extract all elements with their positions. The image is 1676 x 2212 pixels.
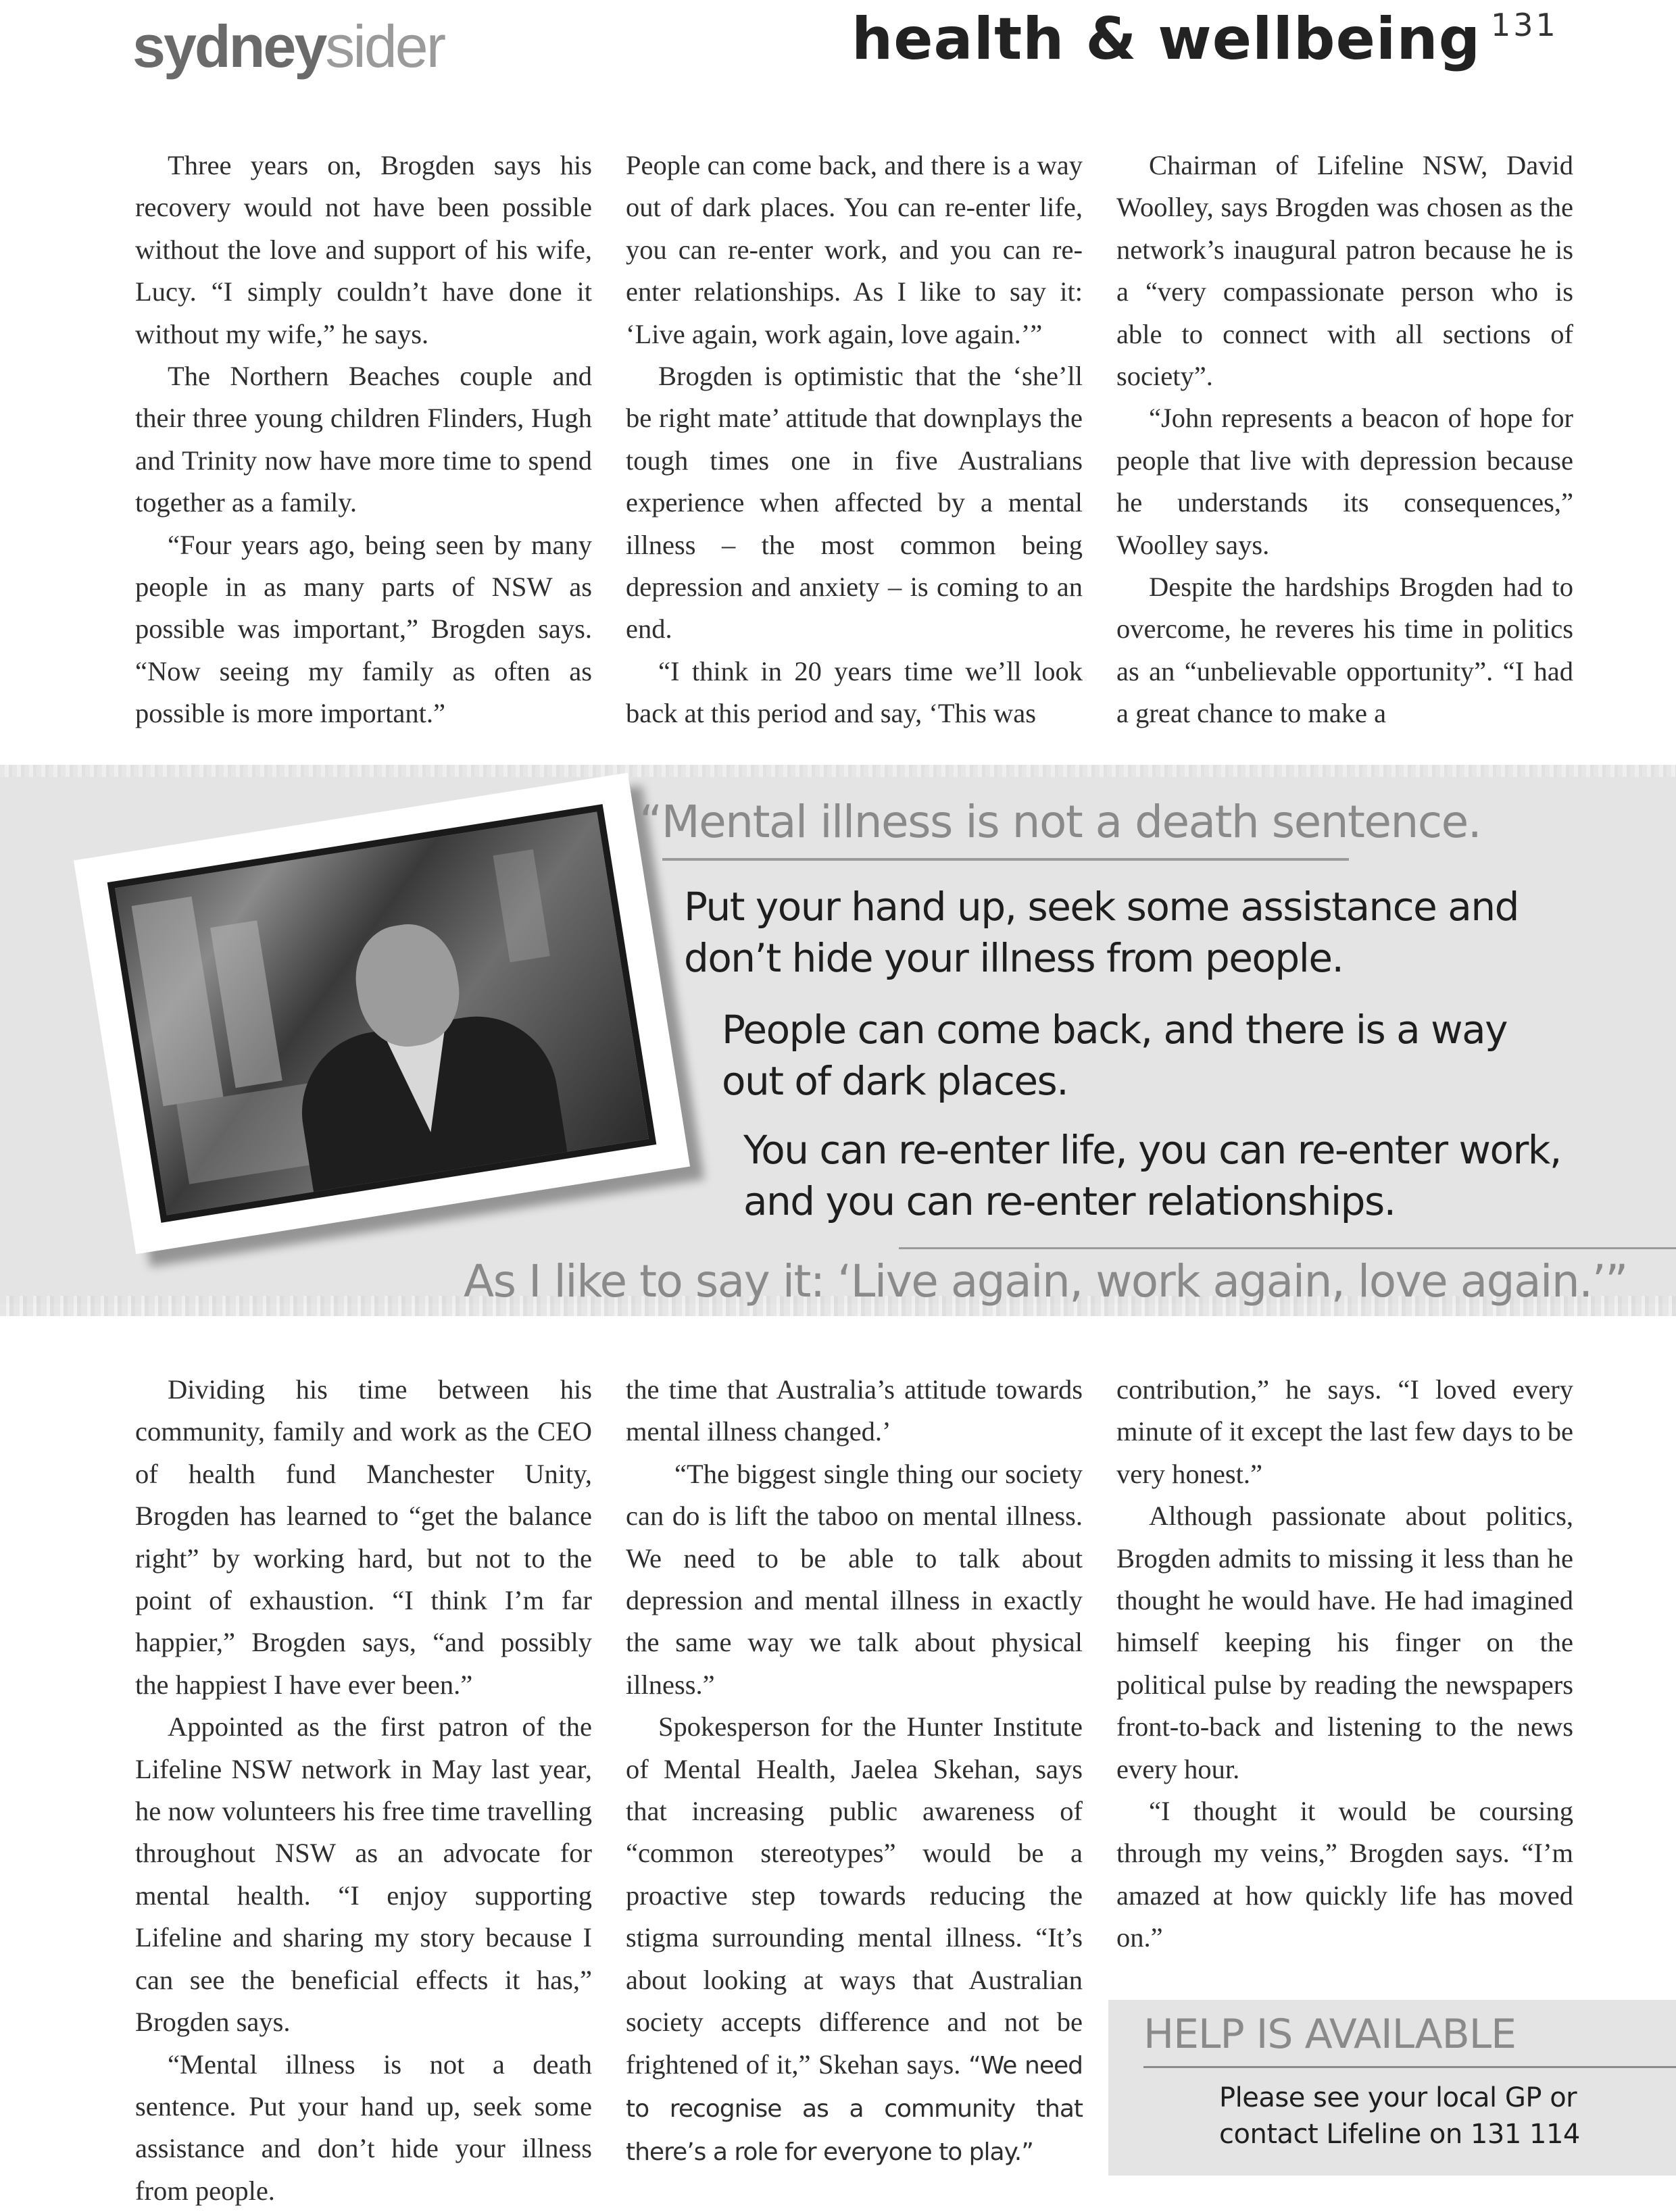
quote-line-1: “Mental illness is not a death sentence.: [639, 796, 1481, 848]
paragraph: People can come back, and there is a way out of dark places. You can re-enter life, you can re-enter work, and you can re-enter relationships. As I like to say it: ‘Live again, work again, love again.’”: [626, 145, 1083, 355]
logo-bold-text: sydney: [132, 13, 325, 80]
quote-line-4b: and you can re-enter relationships.: [743, 1178, 1396, 1224]
help-rule: [1143, 2066, 1676, 2068]
paragraph: Three years on, Brogden says his recovery would not have been possible without the love and support of his wife, Lucy. “I simply couldn’t have done it without my wife,” he says.: [135, 145, 592, 355]
logo-light-text: sider: [325, 13, 444, 80]
paragraph-serif-part: Spokesperson for the Hunter Institute of Mental Health, Jaelea Skehan, says that increasing public awareness of “common stereotypes” would be a proactive step towards reducing the stigma surrounding mental illness. “It’s about looking at ways that Australian society accepts difference and not be frightened of it,” Skehan says.: [626, 1711, 1083, 2079]
paragraph-sans-part: “We need to recognise as a community that there’s a role for everyone to play.”: [626, 2052, 1083, 2167]
help-text-line-1: Please see your local GP or: [1219, 2082, 1652, 2113]
paragraph: “The biggest single thing our society can do is lift the taboo on mental illness. We need to be able to talk about depression and mental illness in exactly the same way we talk about physical illness.”: [626, 1453, 1083, 1706]
paragraph: Although passionate about politics, Brogden admits to missing it less than he thought he would have. He had imagined himself keeping his finger on the political pulse by reading the newspapers front-to-back and listening to the news every hour.: [1116, 1495, 1573, 1790]
page-number: 131: [1491, 7, 1558, 43]
paragraph: Despite the hardships Brogden had to overcome, he reveres his time in politics as an “unbelievable opportunity”. “I had a great chance to make a: [1116, 566, 1573, 735]
paragraph: “John represents a beacon of hope for people that live with depression because he understands its consequences,” Woolley says.: [1116, 397, 1573, 566]
paragraph: “I think in 20 years time we’ll look back at this period and say, ‘This was: [626, 651, 1083, 735]
photo-building: [493, 849, 549, 962]
paragraph: “Four years ago, being seen by many people in as many parts of NSW as possible was important,” Brogden says. “Now seeing my family as often as possible is more important.”: [135, 524, 592, 735]
top-column-3: [1116, 145, 1573, 735]
paragraph: “I thought it would be coursing through my veins,” Brogden says. “I’m amazed at how quickly life has moved on.”: [1116, 1790, 1573, 1959]
help-title: HELP IS AVAILABLE: [1143, 2011, 1516, 2058]
paragraph: Appointed as the first patron of the Lifeline NSW network in May last year, he now volunteers his free time travelling throughout NSW as an advocate for mental health. “I enjoy supporting Lifeline and sharing my story because I can see the beneficial effects it has,” Brogden says.: [135, 1706, 592, 2043]
paragraph: contribution,” he says. “I loved every minute of it except the last few days to be very honest.”: [1116, 1369, 1573, 1495]
top-column-2: [626, 145, 1083, 735]
bottom-column-3: [1116, 1369, 1573, 1959]
help-text-line-2: contact Lifeline on 131 114: [1219, 2119, 1652, 2150]
quote-line-2a: Put your hand up, seek some assistance and: [684, 884, 1519, 930]
quote-rule-top: [662, 858, 1349, 861]
bottom-column-1: [135, 1369, 592, 2212]
bottom-column-2: [626, 1369, 1083, 2174]
paragraph: Chairman of Lifeline NSW, David Woolley, says Brogden was chosen as the network’s inaugural patron because he is a “very compassionate person who is able to connect with all sections of society”.: [1116, 145, 1573, 397]
photo-building: [132, 897, 224, 1106]
quote-line-3b: out of dark places.: [722, 1058, 1068, 1104]
paragraph: The Northern Beaches couple and their three young children Flinders, Hugh and Trinity now have more time to spend together as a family.: [135, 355, 592, 524]
photo-building: [210, 920, 282, 1088]
paragraph: [626, 1706, 1083, 2173]
paragraph: Dividing his time between his community, family and work as the CEO of health fund Manchester Unity, Brogden has learned to “get the balance right” by working hard, but not to the point of exhaustion. “I think I’m far happier,” Brogden says, “and possibly the happiest I have ever been.”: [135, 1369, 592, 1706]
quote-line-3a: People can come back, and there is a way: [722, 1007, 1507, 1053]
paragraph: “Mental illness is not a death sentence. Put your hand up, seek some assistance and don’t hide your illness from people.: [135, 2044, 592, 2212]
top-column-1: [135, 145, 592, 735]
quote-line-4a: You can re-enter life, you can re-enter work,: [743, 1127, 1561, 1173]
portrait-photo: [107, 804, 657, 1223]
quote-rule-bottom: [899, 1247, 1676, 1249]
section-title: health & wellbeing: [852, 5, 1481, 73]
quote-line-2b: don’t hide your illness from people.: [684, 935, 1343, 981]
masthead-logo: [132, 12, 444, 81]
quote-line-5: As I like to say it: ‘Live again, work again, love again.’”: [464, 1255, 1627, 1307]
paragraph: Brogden is optimistic that the ‘she’ll be right mate’ attitude that downplays the tough times one in five Australians experience when affected by a mental illness – the most common being depression and anxiety – is coming to an end.: [626, 355, 1083, 651]
paragraph: the time that Australia’s attitude towards mental illness changed.’: [626, 1369, 1083, 1453]
